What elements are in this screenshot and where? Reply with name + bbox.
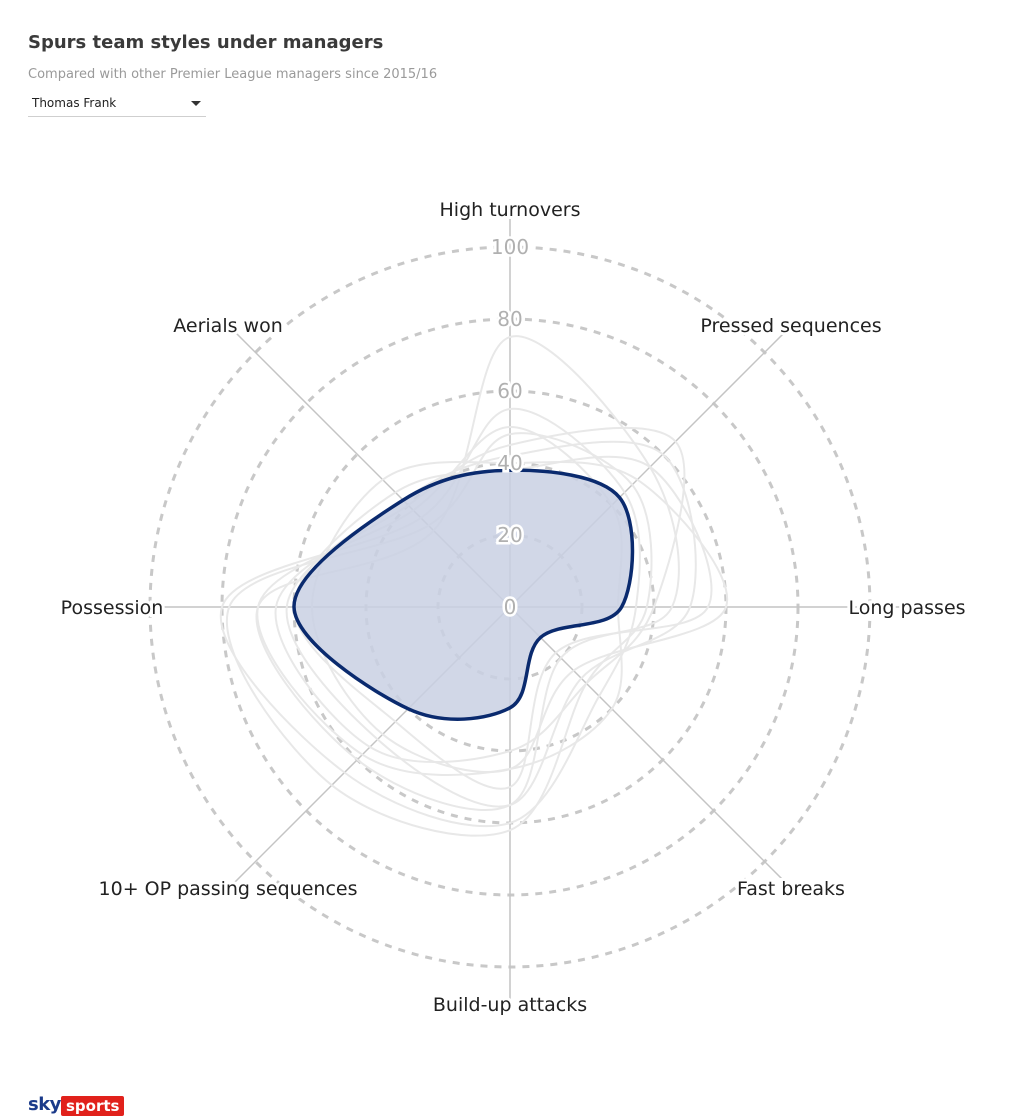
chart-title: Spurs team styles under managers	[28, 32, 384, 53]
logo-sports-text: sports	[61, 1096, 124, 1116]
manager-select-value: Thomas Frank	[32, 96, 117, 110]
highlight-manager-shape	[294, 470, 632, 719]
axis-label-5: 10+ OP passing sequences	[98, 878, 358, 900]
chart-subtitle: Compared with other Premier League managers since 2015/16	[28, 67, 438, 82]
axis-spoke-3	[510, 607, 789, 886]
axis-label-7: Aerials won	[173, 315, 283, 337]
axis-label-4: Build-up attacks	[432, 994, 588, 1016]
ring-tick-label-60: 60	[497, 379, 523, 403]
ring-tick-label-0: 0	[503, 595, 517, 619]
logo-sky-text: sky	[28, 1094, 61, 1115]
ring-tick-label-100: 100	[490, 235, 530, 259]
axis-label-0: High turnovers	[439, 199, 581, 221]
ring-tick-label-80: 80	[497, 307, 523, 331]
axis-label-3: Fast breaks	[737, 878, 845, 900]
axis-label-1: Pressed sequences	[700, 315, 882, 337]
axis-label-2: Long passes	[848, 597, 966, 619]
axis-label-6: Possession	[60, 597, 164, 619]
ring-tick-label-40: 40	[497, 451, 523, 475]
ring-tick-label-20: 20	[497, 523, 523, 547]
